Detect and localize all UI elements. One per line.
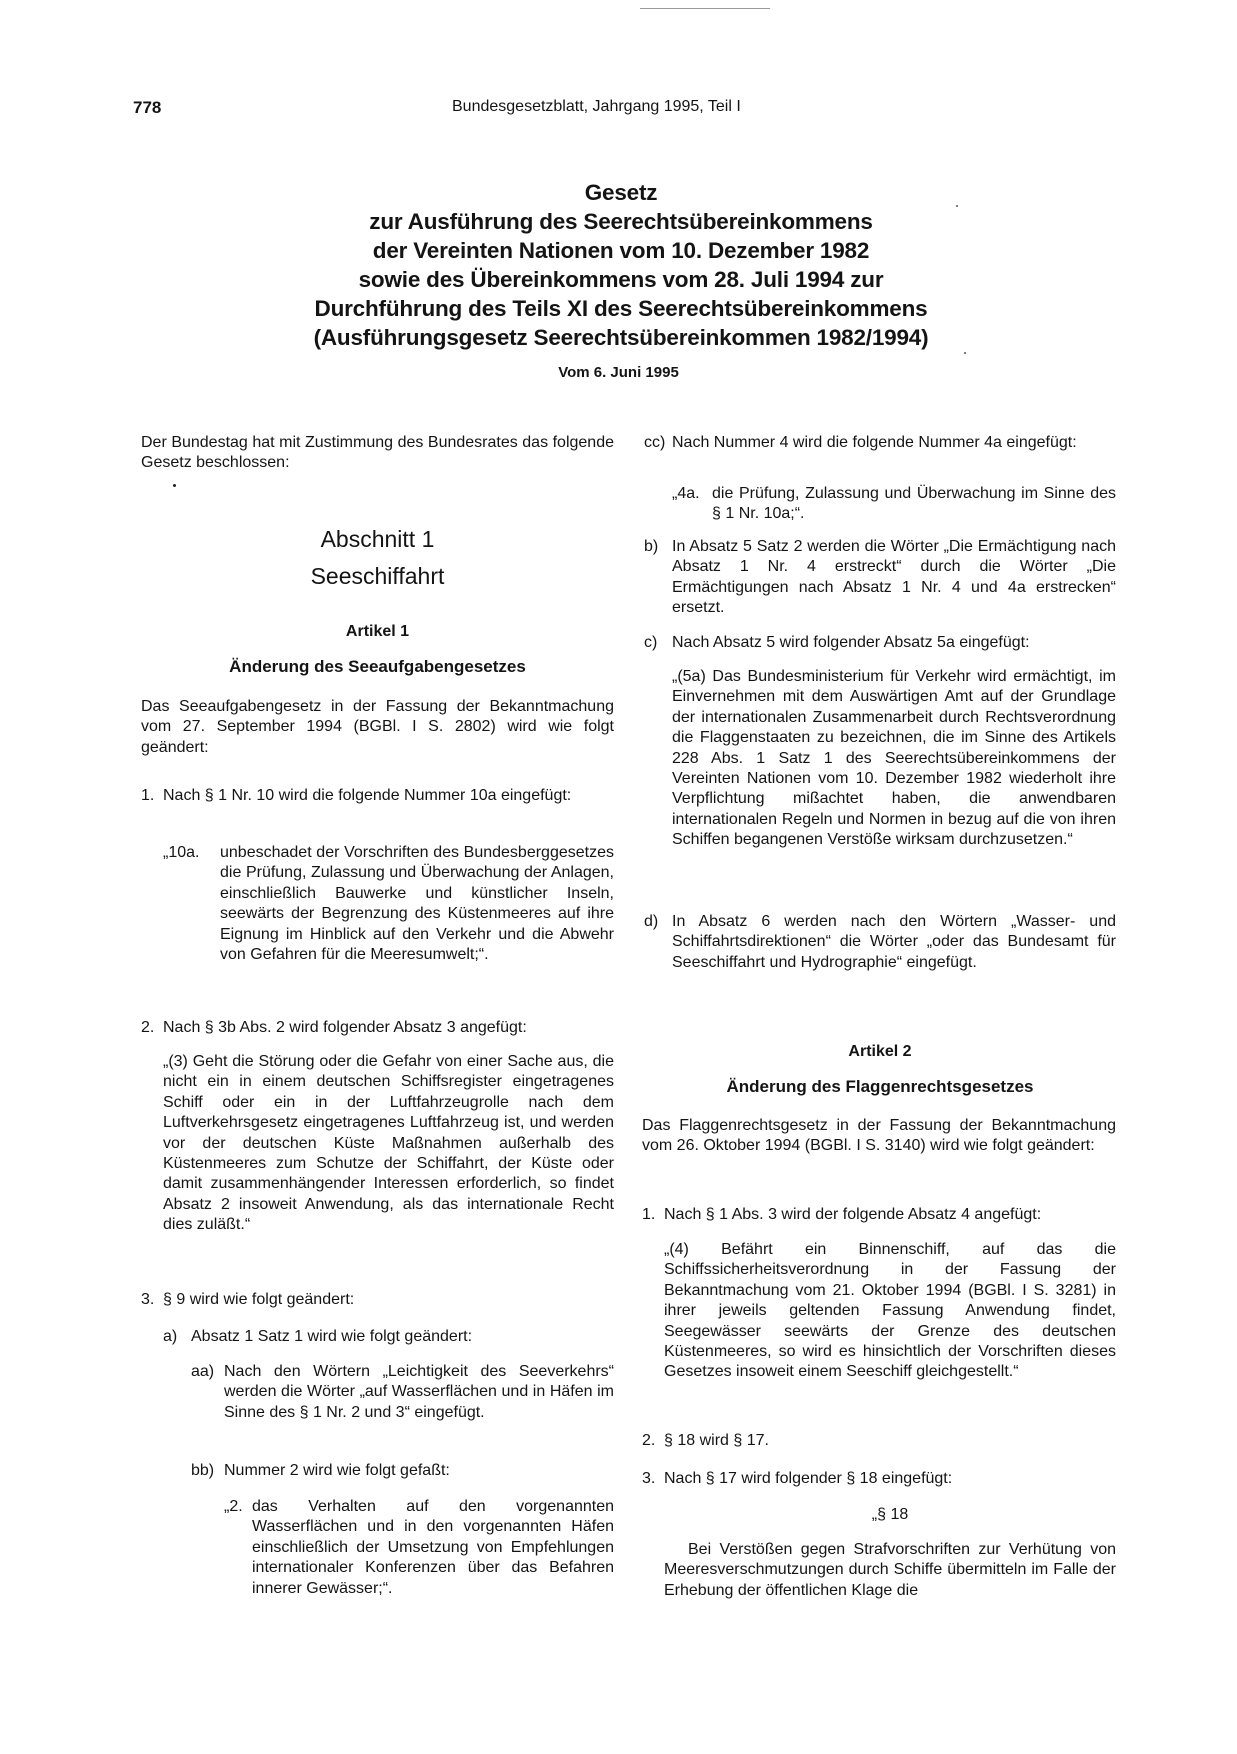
title-line: (Ausführungsgesetz Seerechtsübereinkommen 1982/1994) <box>313 325 929 350</box>
list-item-3 <box>141 1290 614 1310</box>
inserted-paragraph-5a: „(5a) Das Bundesministerium für Verkehr wird ermächtigt, im Einvernehmen mit dem Auswärtigen Amt auf der Grundlage der internationalen Zusammenarbeit durch Rechtsverordnung die Flaggenstaaten zu bezeichnen, die im Sinne des Artikels 228 Abs. 1 Satz 1 des Seerechtsübereinkommens der Vereinten Nationen vom 10. Dezember 1982 wiederholt ihre Verpflichtung mißachtet haben, die anwendbaren internationalen Regeln und Normen in bezug auf die von ihren Schiffen begangenen Verstöße wirksam durchzusetzen.“ <box>672 668 1116 849</box>
running-header: Bundesgesetzblatt, Jahrgang 1995, Teil I <box>452 98 741 115</box>
item-number: 3. <box>141 1291 155 1308</box>
title-line: Gesetz <box>584 180 658 205</box>
item-number: 2. <box>141 1019 155 1036</box>
title-line: Durchführung des Teils XI des Seerechtsübereinkommens <box>314 296 928 321</box>
list-item-1 <box>141 786 614 806</box>
item-number: c) <box>644 634 658 651</box>
item-number: b) <box>644 538 659 555</box>
item-number: 1. <box>642 1206 656 1223</box>
article-2-label: Artikel 2 <box>848 1043 912 1060</box>
scan-speck <box>956 205 958 207</box>
item-number: 3. <box>642 1470 656 1487</box>
quote-number: „10a. <box>163 844 200 861</box>
inserted-paragraph-heading: „§ 18 <box>871 1506 909 1523</box>
item-number: d) <box>644 913 659 930</box>
scan-dot <box>173 484 176 487</box>
sub-item-a <box>163 1327 614 1347</box>
inserted-paragraph-4: „(4) Befährt ein Binnenschiff, auf das die Schiffssicherheitsverordnung in der Fassung der Bekanntmachung vom 21. Oktober 1994 (BGBl. I S. 3281) in ihrer jeweils geltenden Fassung Anwendung findet, Seegewässer seewärts der Grenze des deutschen Küstenmeeres, so wird es hinsichtlich der Vorschriften dieses Gesetzes insoweit einem Seeschiff gleichgestellt.“ <box>664 1241 1116 1381</box>
quote-number: „2. <box>224 1498 243 1515</box>
item-text: In Absatz 5 Satz 2 werden die Wörter „Die Ermächtigung nach Absatz 1 Nr. 4 erstreckt“ durch die Wörter „Die Ermächtigungen nach Absatz 1 Nr. 4 und 4a erstrecken“ ersetzt. <box>672 538 1116 617</box>
law-title <box>240 178 1002 352</box>
art2-item-2 <box>642 1431 1116 1451</box>
title-line: der Vereinten Nationen vom 10. Dezember 1982 <box>372 238 870 263</box>
inserted-number-10a <box>163 843 614 965</box>
section-title: Seeschiffahrt <box>310 563 445 589</box>
sub-item-bb <box>191 1461 614 1481</box>
article-1-title: Änderung des Seeaufgabengesetzes <box>229 657 526 676</box>
item-text: Nummer 2 wird wie folgt gefaßt: <box>224 1462 450 1479</box>
item-text: Nach den Wörtern „Leichtigkeit des Seeverkehrs“ werden die Wörter „auf Wasserflächen und in Häfen im Sinne des § 1 Nr. 2 und 3“ eingefügt. <box>224 1363 614 1421</box>
item-text: Absatz 1 Satz 1 wird wie folgt geändert: <box>191 1328 473 1345</box>
sub-item-d <box>644 912 1116 973</box>
title-line: zur Ausführung des Seerechtsübereinkommens <box>369 209 873 234</box>
quote-text: das Verhalten auf den vorgenannten Wasserflächen und in den vorgenannten Häfen einschließlich der Umsetzung von Empfehlungen internationaler Konferenzen über das Befahren innerer Gewässer;“. <box>252 1498 614 1597</box>
section-label: Abschnitt 1 <box>320 526 435 552</box>
article-2-title: Änderung des Flaggenrechtsgesetzes <box>726 1077 1034 1096</box>
item-text: Nach Absatz 5 wird folgender Absatz 5a eingefügt: <box>672 634 1030 651</box>
inserted-paragraph-18: Bei Verstößen gegen Strafvorschriften zur Verhütung von Meeresverschmutzungen durch Schiffe übermitteln im Falle der Erhebung der öffentlichen Klage die <box>664 1541 1116 1599</box>
item-text: Nach § 17 wird folgender § 18 eingefügt: <box>664 1470 953 1487</box>
law-date: Vom 6. Juni 1995 <box>558 364 679 381</box>
sub-item-b <box>644 537 1116 619</box>
article-1-label: Artikel 1 <box>345 623 410 640</box>
sub-item-aa <box>191 1362 614 1423</box>
page-number: 778 <box>133 98 162 117</box>
art2-item-1 <box>642 1205 1116 1225</box>
art2-item-3 <box>642 1469 1116 1489</box>
item-text: In Absatz 6 werden nach den Wörtern „Wasser- und Schiffahrtsdirektionen“ die Wörter „oder das Bundesamt für Seeschiffahrt und Hydrographie“ eingefügt. <box>672 913 1116 971</box>
item-text: § 9 wird wie folgt geändert: <box>163 1291 355 1308</box>
item-number: cc) <box>644 434 666 451</box>
scan-top-rule <box>640 8 770 9</box>
sub-item-c <box>644 633 1116 653</box>
quote-number: „4a. <box>672 485 700 502</box>
enacting-clause: Der Bundestag hat mit Zustimmung des Bundesrates das folgende Gesetz beschlossen: <box>141 434 614 472</box>
item-number: bb) <box>191 1462 215 1479</box>
item-text: Nach Nummer 4 wird die folgende Nummer 4a eingefügt: <box>672 434 1077 451</box>
inserted-paragraph-3: „(3) Geht die Störung oder die Gefahr von einer Sache aus, die nicht ein in einem deutschen Schiffsregister eingetragenes Schiff oder ein in der Luftfahrzeugrolle nach dem Luftverkehrsgesetz eingetragenes Luftfahrzeug ist, und werden vor der deutschen Küste Maßnahmen außerhalb des Küstenmeeres zum Schutze der Schiffahrt, der Küste oder damit zusammenhängender Interessen erforderlich, so findet Absatz 2 insoweit Anwendung, als das internationale Recht dies zuläßt.“ <box>163 1053 614 1234</box>
quote-text: unbeschadet der Vorschriften des Bundesberggesetzes die Prüfung, Zulassung und Überwachung der Anlagen, einschließlich Bauwerke und künstlicher Inseln, seewärts der Begrenzung des Küstenmeeres auf ihre Eignung im Hinblick auf den Verkehr und die Abwehr von Gefahren für die Meeresumwelt;“. <box>220 844 614 964</box>
item-number: aa) <box>191 1363 215 1380</box>
item-text: Nach § 3b Abs. 2 wird folgender Absatz 3 angefügt: <box>163 1019 527 1036</box>
item-text: § 18 wird § 17. <box>664 1432 769 1449</box>
list-item-2 <box>141 1018 614 1038</box>
item-number: 1. <box>141 787 155 804</box>
item-number: 2. <box>642 1432 656 1449</box>
inserted-number-2 <box>224 1497 614 1599</box>
quote-text: die Prüfung, Zulassung und Überwachung im Sinne des § 1 Nr. 10a;“. <box>712 485 1116 523</box>
item-text: Nach § 1 Abs. 3 wird der folgende Absatz 4 angefügt: <box>664 1206 1042 1223</box>
item-number: a) <box>163 1328 178 1345</box>
article-2-intro: Das Flaggenrechtsgesetz in der Fassung der Bekanntmachung vom 26. Oktober 1994 (BGBl. I S. 3140) wird wie folgt geändert: <box>642 1117 1116 1155</box>
title-line: sowie des Übereinkommens vom 28. Juli 1994 zur <box>358 267 884 292</box>
article-1-intro: Das Seeaufgabengesetz in der Fassung der Bekanntmachung vom 27. September 1994 (BGBl. I S. 2802) wird wie folgt geändert: <box>141 698 614 756</box>
inserted-number-4a <box>672 484 1116 525</box>
sub-item-cc <box>644 433 1116 453</box>
scan-speck <box>964 352 966 354</box>
item-text: Nach § 1 Nr. 10 wird die folgende Nummer 10a eingefügt: <box>163 787 572 804</box>
